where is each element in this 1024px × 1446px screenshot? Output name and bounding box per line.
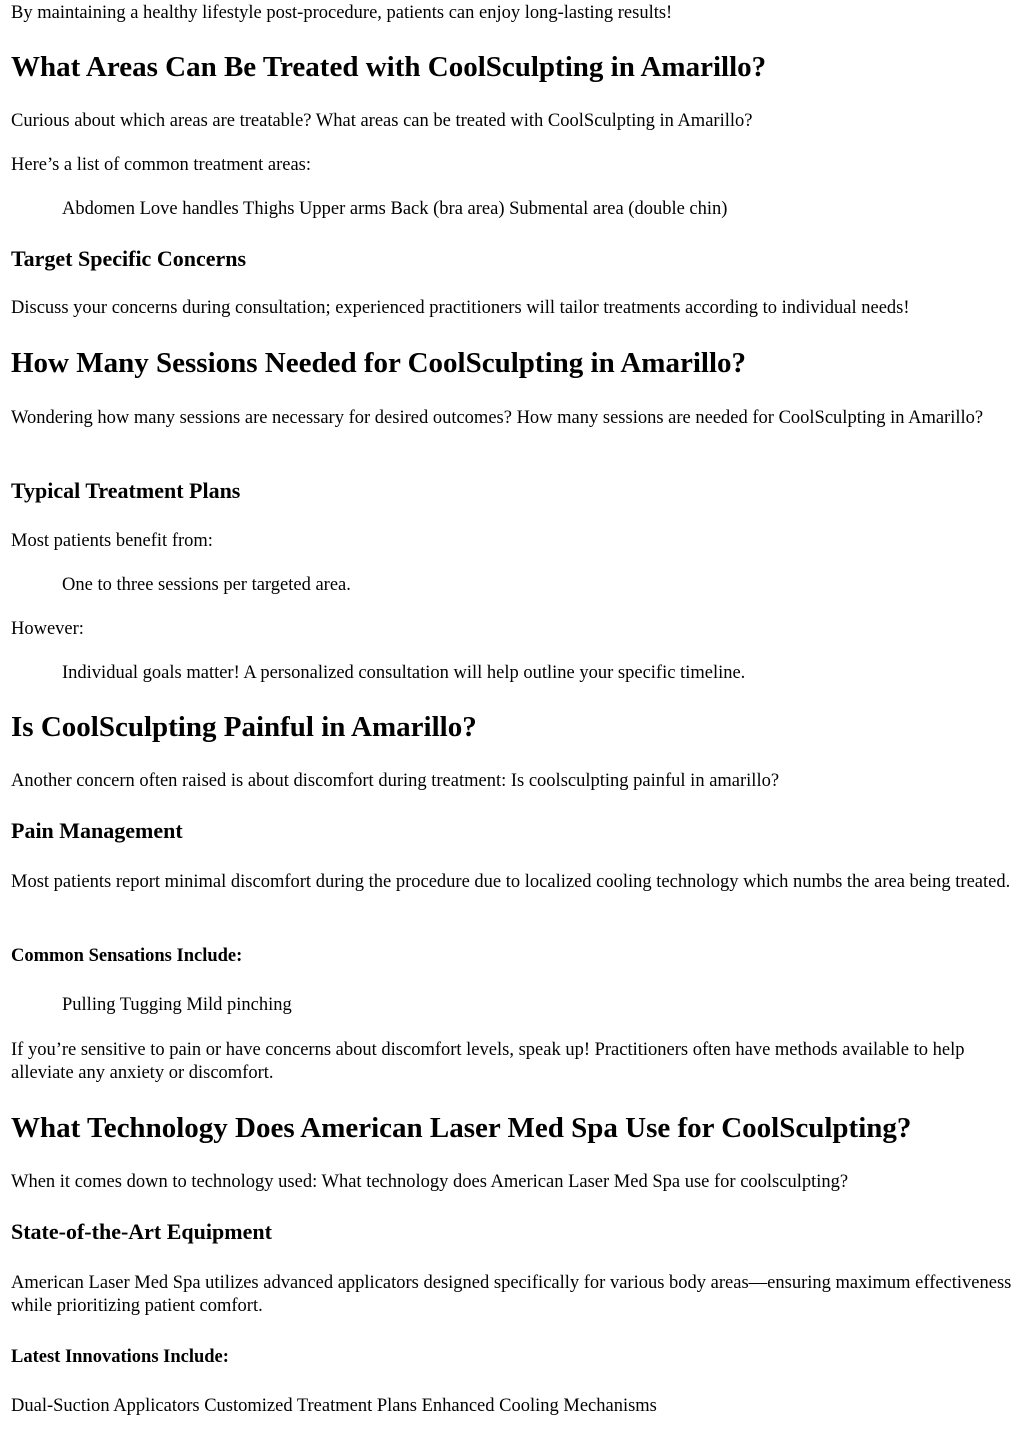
heading-pain-management: Pain Management <box>11 818 183 843</box>
heading-sessions-needed: How Many Sessions Needed for CoolSculpting in Amarillo? <box>11 347 746 379</box>
heading-latest-innovations: Latest Innovations Include: <box>11 1347 229 1367</box>
heading-target-concerns: Target Specific Concerns <box>11 246 247 271</box>
heading-painful: Is CoolSculpting Painful in Amarillo? <box>11 711 477 743</box>
heading-technology: What Technology Does American Laser Med Spa Use for CoolSculpting? <box>11 1112 912 1144</box>
treatment-areas-list: Abdomen Love handles Thighs Upper arms Back (bra area) Submental area (double chin) <box>62 199 728 219</box>
heading-treatable-areas: What Areas Can Be Treated with CoolSculpting in Amarillo? <box>11 51 767 83</box>
sessions-question: Wondering how many sessions are necessary for desired outcomes? How many sessions are needed for CoolSculpting in Amarillo? <box>11 408 984 428</box>
innovations-list: Dual-Suction Applicators Customized Treatment Plans Enhanced Cooling Mechanisms <box>11 1396 657 1416</box>
heading-common-sensations: Common Sensations Include: <box>11 946 243 966</box>
individual-goals-quote: Individual goals matter! A personalized consultation will help outline your specific timeline. <box>62 663 746 683</box>
heading-equipment: State-of-the-Art Equipment <box>11 1219 272 1244</box>
technology-question: When it comes down to technology used: What technology does American Laser Med Spa use for coolsculpting? <box>11 1172 849 1192</box>
heading-treatment-plans: Typical Treatment Plans <box>11 478 241 503</box>
painful-question: Another concern often raised is about discomfort during treatment: Is coolsculpting painful in amarillo? <box>11 771 780 791</box>
pain-management-paragraph: Most patients report minimal discomfort during the procedure due to localized cooling technology which numbs the area being treated. <box>11 872 1011 892</box>
sensations-list: Pulling Tugging Mild pinching <box>62 995 292 1015</box>
sessions-per-area-quote: One to three sessions per targeted area. <box>62 575 351 595</box>
sensitivity-paragraph: If you’re sensitive to pain or have concerns about discomfort levels, speak up! Practitioners often have methods available to help alleviate any anxiety or discomfort. <box>11 1040 965 1083</box>
target-concerns-paragraph: Discuss your concerns during consultation; experienced practitioners will tailor treatments according to individual needs! <box>11 298 910 318</box>
treatment-areas-intro: Here’s a list of common treatment areas: <box>11 155 312 175</box>
equipment-paragraph: American Laser Med Spa utilizes advanced applicators designed specifically for various body areas—ensuring maximum effectiveness while prioritizing patient comfort. <box>11 1273 1012 1316</box>
however-label: However: <box>11 619 84 639</box>
treatment-plans-intro: Most patients benefit from: <box>11 531 213 551</box>
intro-paragraph: By maintaining a healthy lifestyle post-procedure, patients can enjoy long-lasting results! <box>11 3 673 23</box>
treatable-areas-question: Curious about which areas are treatable? What areas can be treated with CoolSculpting in Amarillo? <box>11 111 753 131</box>
